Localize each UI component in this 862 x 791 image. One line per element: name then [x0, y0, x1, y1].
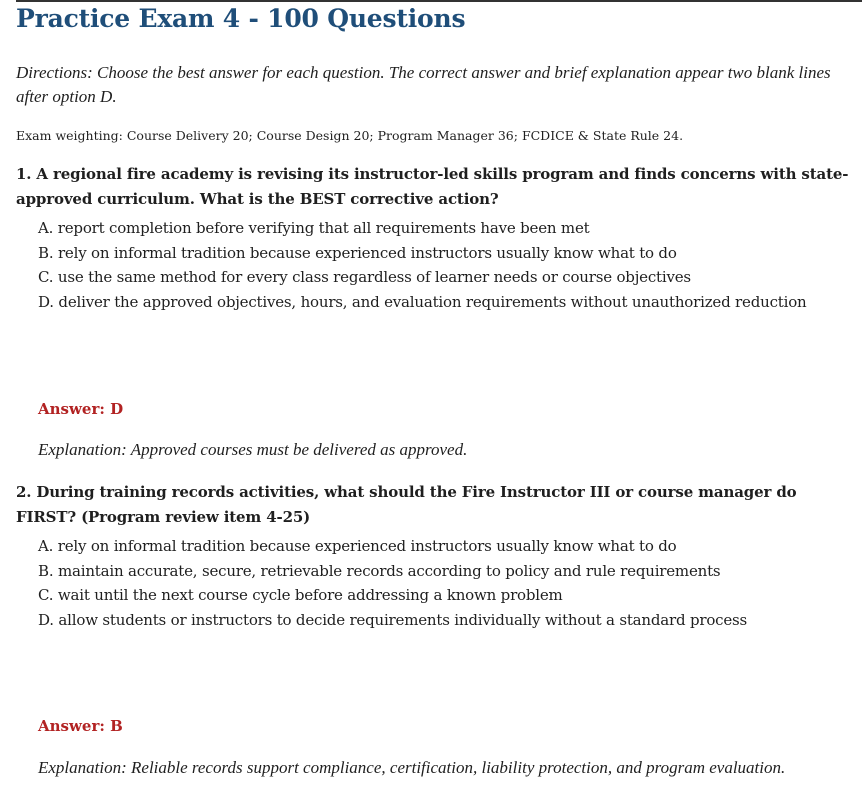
- question-2-option-c: C. wait until the next course cycle before addressing a known problem: [38, 586, 563, 605]
- question-2-stem: 2. During training records activities, what should the Fire Instructor III or course manager do FIRST? (Program review item 4-25): [16, 483, 797, 526]
- directions-text: Directions: Choose the best answer for each question. The correct answer and brief explanation appear two blank lines after option D.: [16, 63, 831, 106]
- question-1-option-c: C. use the same method for every class regardless of learner needs or course objectives: [38, 268, 691, 287]
- question-1-explanation: Explanation: Approved courses must be delivered as approved.: [38, 440, 468, 459]
- question-2-explanation: Explanation: Reliable records support compliance, certification, liability protection, and program evaluation.: [38, 758, 786, 777]
- page-title: Practice Exam 4 - 100 Questions: [16, 4, 466, 33]
- question-2-option-b: B. maintain accurate, secure, retrievable records according to policy and rule requirements: [38, 561, 721, 580]
- question-1-answer: Answer: D: [38, 400, 124, 418]
- top-rule: [16, 0, 862, 2]
- question-2-option-d: D. allow students or instructors to decide requirements individually without a standard process: [38, 611, 748, 630]
- exam-weighting-text: Exam weighting: Course Delivery 20; Course Design 20; Program Manager 36; FCDICE & State Rule 24.: [16, 128, 684, 143]
- question-1-options: [38, 216, 807, 315]
- question-2-option-a: A. rely on informal tradition because experienced instructors usually know what to do: [38, 537, 677, 555]
- question-2-answer: Answer: B: [38, 717, 123, 735]
- question-1-option-b: B. rely on informal tradition because experienced instructors usually know what to do: [38, 243, 677, 262]
- question-1-option-a: A. report completion before verifying that all requirements have been met: [38, 219, 590, 237]
- question-2-options: [38, 534, 747, 633]
- question-1-option-d: D. deliver the approved objectives, hours, and evaluation requirements without unauthorized reduction: [38, 293, 807, 312]
- question-1-stem: 1. A regional fire academy is revising its instructor-led skills program and finds concerns with state-approved curriculum. What is the BEST corrective action?: [16, 165, 849, 208]
